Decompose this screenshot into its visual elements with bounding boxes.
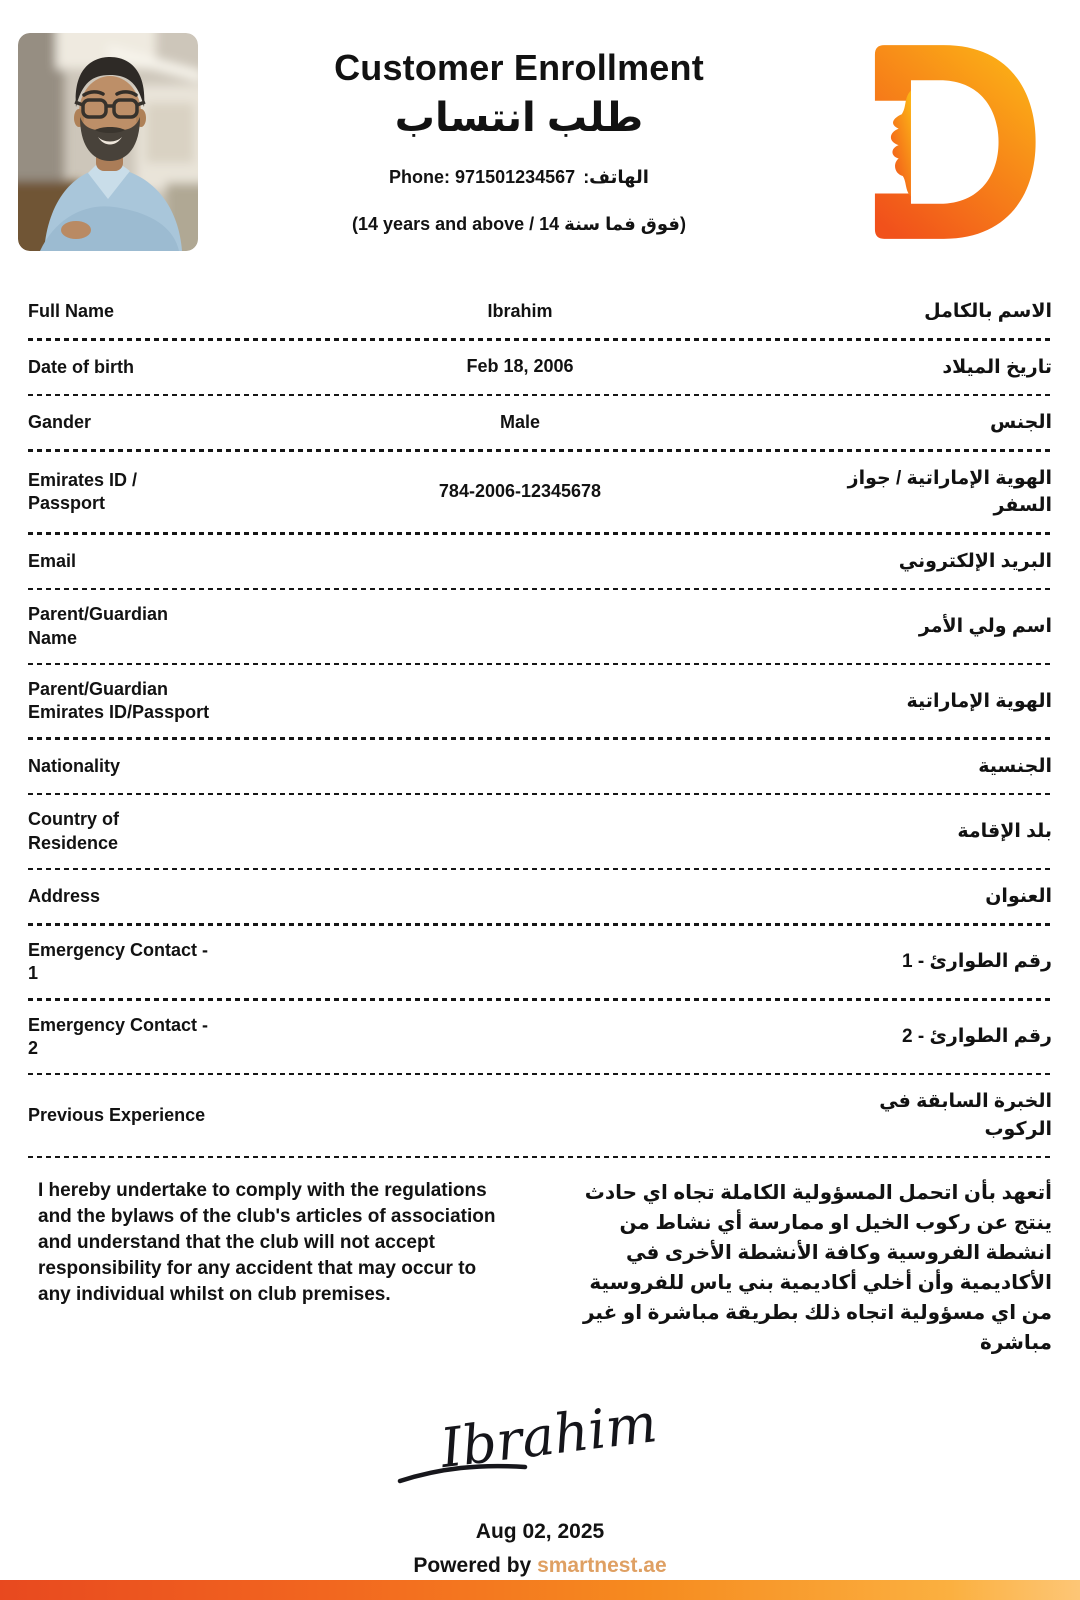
field-value (210, 1026, 830, 1048)
phone-label-ar: الهاتف: (583, 167, 649, 187)
declaration-text-ar: أتعهد بأن اتحمل المسؤولية الكاملة تجاه اي حادث ينتج عن ركوب الخيل او ممارسة أي نشاط من انشطة الفروسية وكافة الأنشطة الأخرى في الأكاديمية وأن أخلي أكاديمية بني ياس للفروسية من اي مسؤولية اتجاه ذلك بطريقة مباشرة او غير مباشرة (582, 1182, 1052, 1355)
field-row (28, 341, 1052, 397)
brand-logo (840, 33, 1052, 251)
field-value (210, 886, 830, 908)
field-label-ar: بلد الإقامة (957, 821, 1052, 842)
form-date: Aug 02, 2025 (475, 1520, 605, 1544)
field-value: Male (499, 411, 541, 432)
applicant-photo-image (18, 33, 198, 251)
field-label-en: Parent/Guardian Emirates ID/Passport (28, 679, 210, 723)
age-eligibility-note: (14 years and above / 14 سنة‎ فما‎ فوق) (352, 214, 686, 234)
field-value: 784-2006-12345678 (438, 481, 602, 502)
field-label-ar: الاسم بالكامل (924, 301, 1052, 322)
field-label-en: Parent/Guardian Name (28, 604, 169, 648)
field-value: Feb 18, 2006 (466, 356, 574, 377)
field-label-en: Date of birth (28, 356, 134, 377)
powered-by-line (0, 1554, 1080, 1578)
smartnest-brand-link[interactable]: smartnest.ae (537, 1554, 667, 1578)
field-label-en: Emirates ID / Passport (28, 469, 138, 514)
field-row (28, 396, 1052, 452)
field-label-ar: تاريخ الميلاد (942, 356, 1052, 378)
field-row (28, 1001, 1052, 1076)
field-value (210, 951, 830, 973)
field-row (28, 285, 1052, 341)
field-value: Ibrahim (487, 300, 553, 321)
field-label-en: Country of Residence (28, 809, 119, 853)
field-row (28, 452, 1052, 535)
field-value (210, 821, 830, 843)
field-label-ar: اسم ولي الأمر (918, 615, 1052, 637)
applicant-photo (18, 33, 198, 251)
field-row (28, 1075, 1052, 1158)
declaration-section (28, 1178, 1052, 1358)
field-label-en: Emergency Contact - 1 (28, 939, 209, 984)
field-label-en: Email (28, 550, 77, 571)
field-label-en: Gander (28, 412, 92, 433)
field-label-ar: الهوية الإماراتية / جواز السفر (847, 467, 1052, 517)
form-title-ar: طلب انتساب (394, 96, 644, 140)
field-label-ar: العنوان (985, 886, 1052, 908)
fields-table (28, 285, 1052, 1158)
signature-image (360, 1384, 720, 1504)
phone-value: Phone: 971501234567 (389, 167, 576, 187)
field-value (210, 616, 830, 638)
form-title-en: Customer Enrollment (334, 47, 704, 88)
field-value (210, 551, 830, 573)
field-label-en: Address (28, 886, 101, 907)
signature-area (0, 1384, 1080, 1504)
phone-line (198, 167, 840, 188)
field-value (210, 1105, 830, 1127)
powered-by-label: Powered by (413, 1554, 532, 1578)
field-label-en: Emergency Contact - 2 (28, 1014, 209, 1058)
field-label-ar: البريد الإلكتروني (898, 550, 1052, 572)
field-label-ar: رقم الطوارئ - 1 (902, 951, 1052, 973)
field-label-ar: الجنس (990, 412, 1052, 434)
declaration-text-en: I hereby undertake to comply with the regulations and the bylaws of the club's articles of association and understand that the club will not accept responsibility for any accident that may occur to any individual whilst on club premises. (38, 1180, 496, 1305)
field-row (28, 926, 1052, 1001)
form-header (0, 0, 1080, 251)
field-row (28, 665, 1052, 740)
title-block (198, 33, 840, 235)
field-value (210, 756, 830, 778)
field-label-ar: الخبرة السابقة في الركوب (879, 1091, 1052, 1140)
field-label-en: Previous Experience (28, 1105, 206, 1126)
field-row (28, 590, 1052, 665)
field-label-en: Full Name (28, 301, 115, 322)
field-label-en: Nationality (28, 755, 121, 776)
field-row (28, 870, 1052, 926)
signature-name: Ibrahim (437, 1391, 661, 1481)
letter-d-logo-icon (843, 39, 1049, 245)
field-label-ar: رقم الطوارئ - 2 (902, 1026, 1052, 1048)
field-row (28, 795, 1052, 870)
field-label-ar: الجنسية (978, 755, 1052, 777)
brand-gradient-bar (0, 1580, 1080, 1600)
field-value (210, 690, 830, 712)
field-label-ar: الهوية الإماراتية (906, 690, 1052, 712)
field-row (28, 535, 1052, 591)
field-row (28, 740, 1052, 796)
